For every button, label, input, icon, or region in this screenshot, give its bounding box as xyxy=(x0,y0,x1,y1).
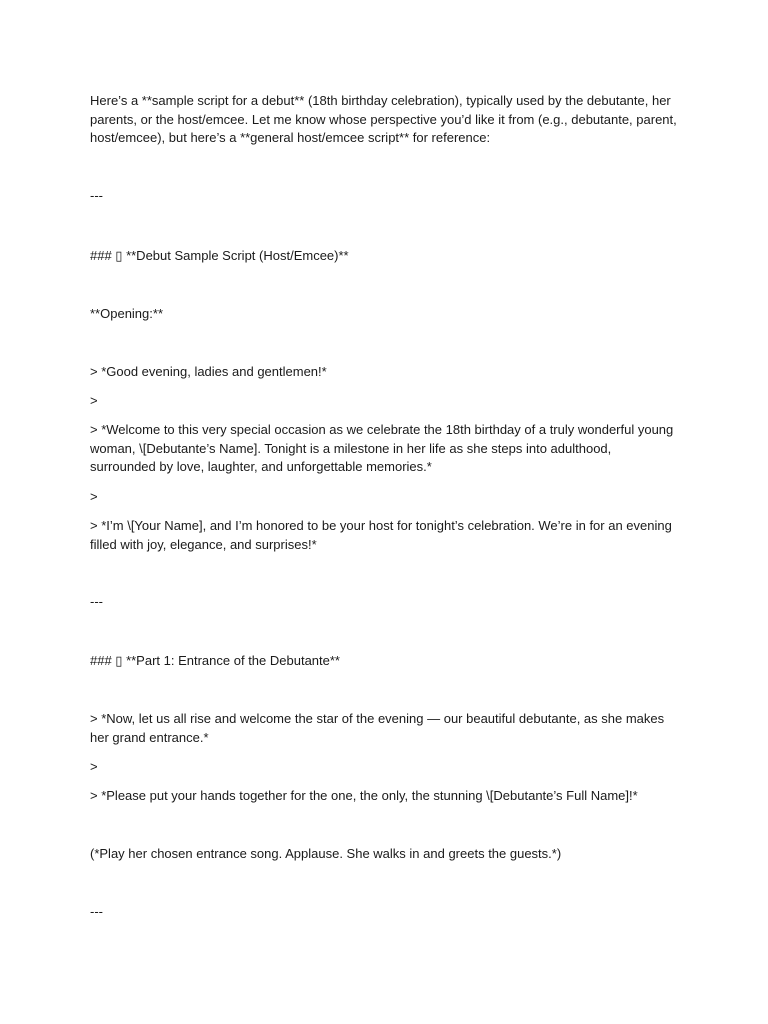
intro-paragraph: Here’s a **sample script for a debut** (18th birthday celebration), typically used by the debutante, her parents, or the host/emcee. Let me know whose perspective you’d like it from (e.g., debutante, parent, host/emcee), but here’s a **general host/emcee script** for reference: xyxy=(90,93,681,145)
quote-spacer-3: > xyxy=(90,759,98,774)
quote-spacer-1: > xyxy=(90,393,98,408)
quote-entrance: > *Now, let us all rise and welcome the star of the evening — our beautiful debutante, as she makes her grand entrance.* xyxy=(90,711,668,745)
stage-direction: (*Play her chosen entrance song. Applause. She walks in and greets the guests.*) xyxy=(90,846,562,861)
quote-host-intro: > *I’m \[Your Name], and I’m honored to be your host for tonight’s celebration. We’re in for an evening filled with joy, elegance, and surprises!* xyxy=(90,518,676,552)
horizontal-rule-3: --- xyxy=(90,904,103,919)
quote-spacer-2: > xyxy=(90,489,98,504)
quote-applause: > *Please put your hands together for the one, the only, the stunning \[Debutante’s Full Name]!* xyxy=(90,788,638,803)
quote-greeting: > *Good evening, ladies and gentlemen!* xyxy=(90,364,327,379)
quote-welcome: > *Welcome to this very special occasion as we celebrate the 18th birthday of a truly wonderful young woman, \[Debutante’s Name]. Tonight is a milestone in her life as she steps into adulthood, surrounded by love, laughter, and unforgettable memories.* xyxy=(90,422,677,474)
horizontal-rule-2: --- xyxy=(90,594,103,609)
horizontal-rule-1: --- xyxy=(90,188,103,203)
heading-part-1: ### ▯ **Part 1: Entrance of the Debutante** xyxy=(90,653,340,668)
heading-debut-script: ### ▯ **Debut Sample Script (Host/Emcee)** xyxy=(90,248,349,263)
opening-label: **Opening:** xyxy=(90,306,163,321)
